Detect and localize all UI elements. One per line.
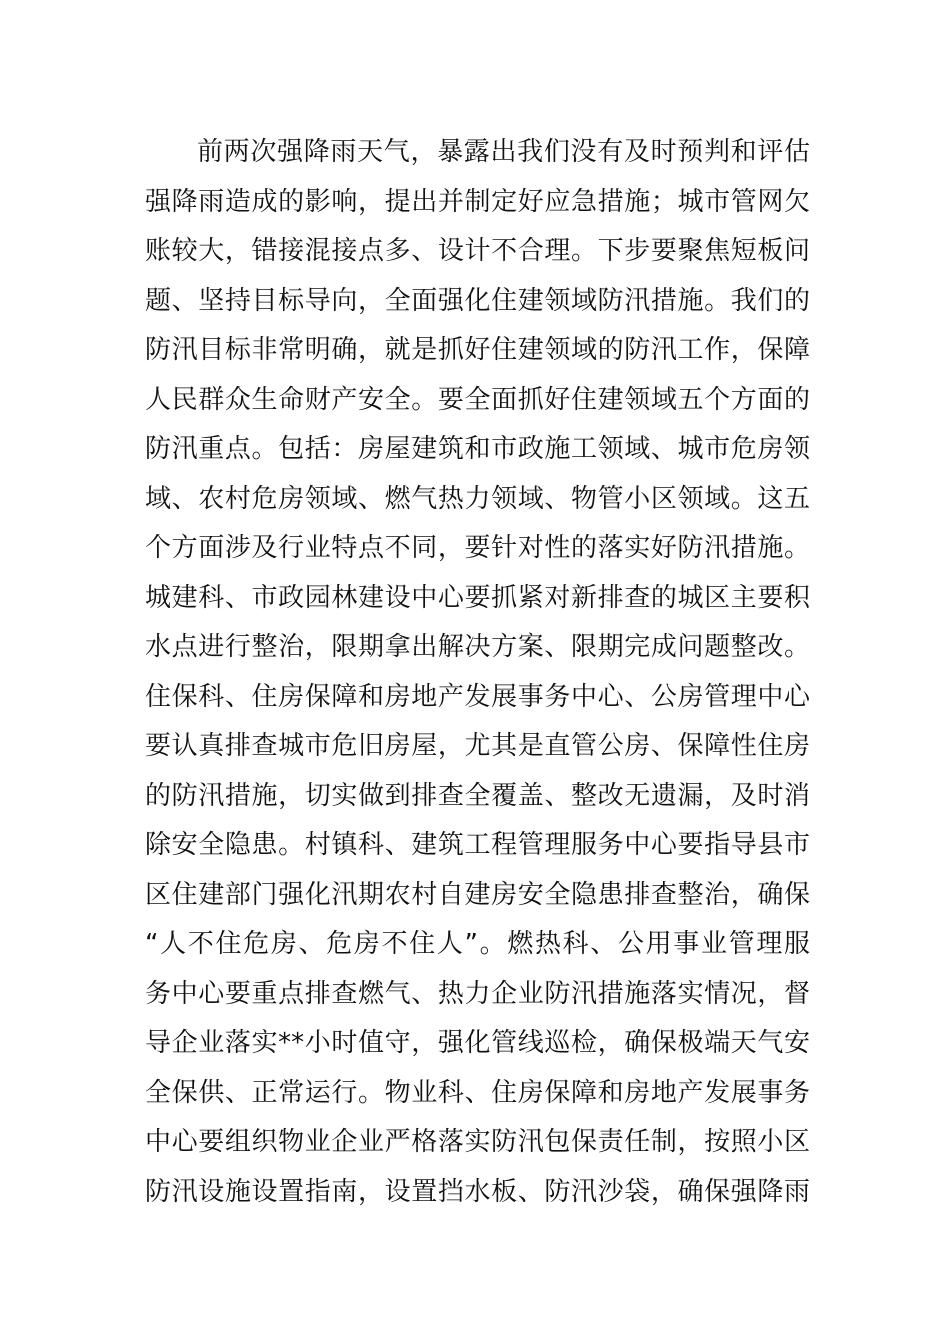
paragraph-line: 住保科、住房保障和房地产发展事务中心、公房管理中心 <box>145 681 810 712</box>
paragraph-line: 前两次强降雨天气，暴露出我们没有及时预判和评估 <box>197 137 810 167</box>
paragraph-line: 城建科、市政园林建设中心要抓紧对新排查的城区主要积 <box>145 582 810 613</box>
paragraph-line: 除安全隐患。村镇科、建筑工程管理服务中心要指导县市 <box>145 830 810 860</box>
paragraph-line: 题、坚持目标导向，全面强化住建领域防汛措施。我们的 <box>145 285 810 316</box>
paragraph-line: 人民群众生命财产安全。要全面抓好住建领域五个方面的 <box>145 384 810 415</box>
paragraph-line: 账较大，错接混接点多、设计不合理。下步要聚焦短板问 <box>145 236 810 266</box>
paragraph-line: 的防汛措施，切实做到排查全覆盖、整改无遗漏，及时消 <box>145 780 810 811</box>
paragraph-line: 个方面涉及行业特点不同，要针对性的落实好防汛措施。 <box>145 533 810 563</box>
paragraph-line: 域、农村危房领域、燃气热力领域、物管小区领域。这五 <box>145 483 810 514</box>
paragraph-line: 中心要组织物业企业严格落实防汛包保责任制，按照小区 <box>145 1127 810 1157</box>
paragraph-line: 要认真排查城市危旧房屋，尤其是直管公房、保障性住房 <box>145 731 810 761</box>
paragraph-line: 防汛设施设置指南，设置挡水板、防汛沙袋，确保强降雨 <box>145 1176 810 1207</box>
paragraph-line: “人不住危房、危房不住人”。燃热科、公用事业管理服 <box>145 929 810 959</box>
paragraph-line: 区住建部门强化汛期农村自建房安全隐患排查整治，确保 <box>145 879 810 910</box>
paragraph-line: 防汛目标非常明确，就是抓好住建领域的防汛工作，保障 <box>145 335 810 365</box>
paragraph-line: 导企业落实**小时值守，强化管线巡检，确保极端天气安 <box>145 1028 810 1058</box>
paragraph-line: 强降雨造成的影响，提出并制定好应急措施；城市管网欠 <box>145 186 810 217</box>
paragraph-line: 务中心要重点排查燃气、热力企业防汛措施落实情况，督 <box>145 978 810 1009</box>
paragraph-line: 水点进行整治，限期拿出解决方案、限期完成问题整改。 <box>145 632 810 662</box>
paragraph-line: 全保供、正常运行。物业科、住房保障和房地产发展事务 <box>145 1077 810 1108</box>
body-paragraph <box>145 128 810 1217</box>
paragraph-line: 防汛重点。包括：房屋建筑和市政施工领域、城市危房领 <box>145 434 810 464</box>
